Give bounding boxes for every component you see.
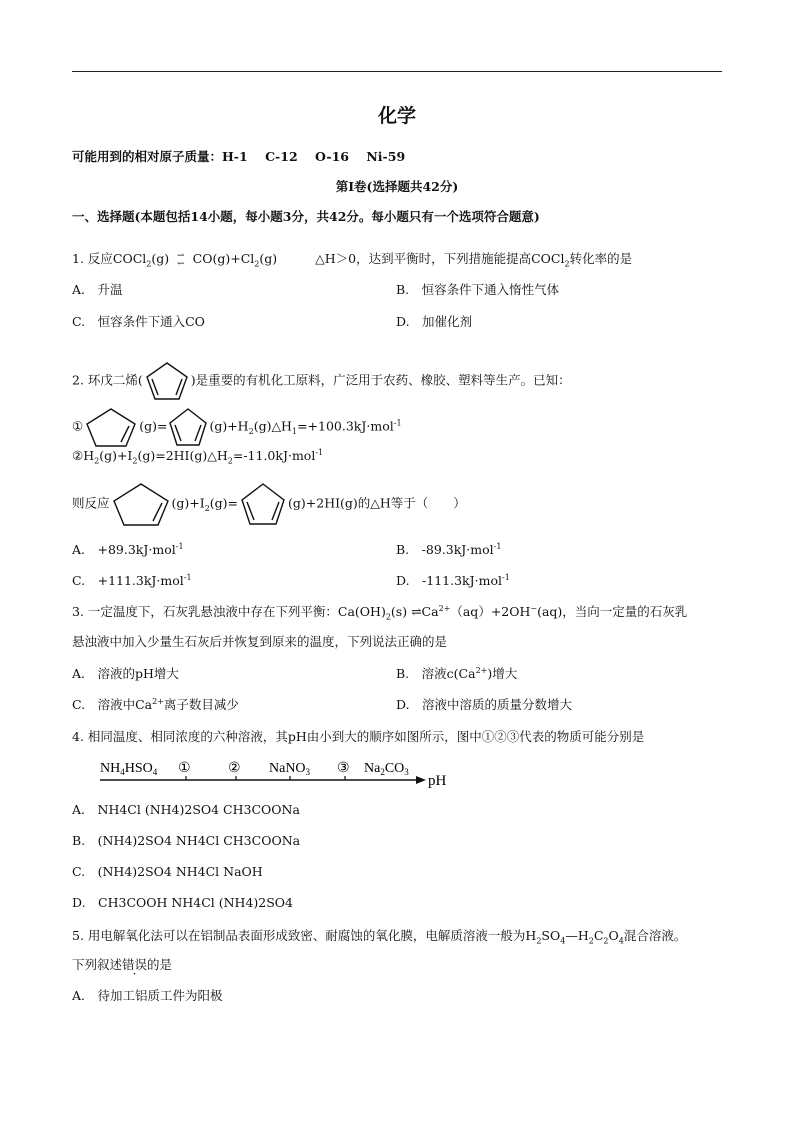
q1-option-a: A. 升温 <box>72 282 123 297</box>
q3-option-c-a: C. 溶液中Ca <box>72 697 153 712</box>
q3-sup: 2+ <box>152 696 164 706</box>
q3-option-b-b: )增大 <box>487 666 518 681</box>
q2-sub: 1 <box>291 427 298 436</box>
q5-a: 5. 用电解氧化法可以在铝制品表面形成致密、耐腐蚀的氧化膜，电解质溶液一般为H <box>72 928 537 943</box>
q2-eq2-d: =-11.0kJ·mol <box>232 448 316 463</box>
question-5-line-1 <box>72 928 687 946</box>
q1-sub: 2 <box>254 259 260 269</box>
q2-q-a: 则反应 <box>72 495 110 511</box>
atomic-masses: 可能用到的相对原子质量：H-1 C-12 O-16 Ni-59 <box>72 149 406 164</box>
q1-option-c: C. 恒容条件下通入CO <box>72 314 205 329</box>
label-3: ③ <box>337 760 350 776</box>
q2-sub: 2 <box>94 456 100 466</box>
q1-text-c: CO(g)+Cl <box>192 251 255 266</box>
q2-eq1-e: =+100.3kJ·mol <box>297 418 394 434</box>
q2-sub: 2 <box>132 456 138 466</box>
q2-sup: -1 <box>393 418 402 428</box>
q2-option-d-text: D. -111.3kJ·mol <box>396 573 502 588</box>
question-2-intro <box>72 360 571 402</box>
q5-sub: 2 <box>603 936 609 946</box>
q2-option-d <box>396 573 510 588</box>
q1-option-b: B. 恒容条件下通入惰性气体 <box>396 282 560 297</box>
q5-e: O <box>608 928 619 943</box>
q5-line2-a: 下列叙述 <box>72 957 123 972</box>
q1-text-d: (g) <box>259 251 278 266</box>
ph-order-diagram <box>98 752 458 792</box>
q2-eq2-b: (g)+I <box>99 448 133 463</box>
q3-a: 3. 一定温度下，石灰乳悬浊液中存在下列平衡：Ca(OH) <box>72 604 386 619</box>
q4-option-c: C. (NH4)2SO4 NH4Cl NaOH <box>72 864 263 879</box>
q3-b: (s) ⇌Ca <box>390 604 439 619</box>
q2-sup: -1 <box>183 572 192 582</box>
q2-q-b: (g)+I <box>171 495 205 511</box>
q5-sub: 4 <box>560 936 566 946</box>
q3-option-a: A. 溶液的pH增大 <box>72 666 179 681</box>
q1-option-d: D. 加催化剂 <box>396 314 473 329</box>
q2-sup: -1 <box>175 541 184 551</box>
q2-option-a <box>72 542 184 557</box>
q2-sub: 2 <box>248 427 254 436</box>
cyclopentadiene-structure-icon <box>238 481 288 527</box>
q5-emphasis-word: 错误 <box>122 957 148 972</box>
cyclopentadiene-structure-icon <box>143 360 191 402</box>
label-2: ② <box>228 760 241 776</box>
q5-c: —H <box>565 928 589 943</box>
label-1: ① <box>178 760 191 776</box>
q3-option-b-a: B. 溶液c(Ca <box>396 666 476 681</box>
q2-option-b-text: B. -89.3kJ·mol <box>396 542 494 557</box>
question-3-line-1 <box>72 603 688 622</box>
q3-sup: 2+ <box>438 603 451 613</box>
q3-sup: − <box>530 603 538 613</box>
q1-text-e: △H＞0，达到平衡时，下列措施能提高COCl <box>315 251 565 266</box>
q2-sup: -1 <box>315 447 324 457</box>
q2-equation-2 <box>72 447 324 466</box>
q2-eq1-d: (g)△H <box>253 418 292 434</box>
q2-sub: 2 <box>227 456 233 466</box>
q2-sup: -1 <box>502 572 510 582</box>
q2-eq1-a: ① <box>72 418 84 434</box>
q2-equation-1 <box>72 406 402 448</box>
q2-option-b <box>396 542 501 557</box>
part-title: 第Ⅰ卷(选择题共42分) <box>335 179 459 194</box>
question-3-line-2: 悬浊液中加入少量生石灰后并恢复到原来的温度，下列说法正确的是 <box>72 634 448 649</box>
q3-sub: 2 <box>385 612 391 622</box>
q1-sub: 2 <box>146 259 152 269</box>
q2-option-c-text: C. +111.3kJ·mol <box>72 573 184 588</box>
q5-sub: 4 <box>618 936 624 946</box>
q3-option-b <box>396 666 517 681</box>
q3-sup: 2+ <box>475 665 488 675</box>
q2-intro-b: )是重要的有机化工原料，广泛用于农药、橡胶、塑料等生产。已知： <box>190 372 571 388</box>
q4-option-d: D. CH3COOH NH4Cl (NH4)2SO4 <box>72 895 293 910</box>
q2-option-c <box>72 573 192 588</box>
q3-option-d: D. 溶液中溶质的质量分数增大 <box>396 697 573 712</box>
q3-option-c-b: 离子数目减少 <box>163 697 239 712</box>
q3-option-c <box>72 697 239 712</box>
q2-eq2-a: ②H <box>72 448 95 463</box>
q5-b: SO <box>541 928 561 943</box>
label-na2co3: $Na_2CO_3$ <box>364 761 409 777</box>
q2-q-c: (g)= <box>209 495 239 511</box>
q5-sub: 2 <box>588 936 594 946</box>
q4-option-a: A. NH4Cl (NH4)2SO4 CH3COONa <box>72 802 300 817</box>
cyclopentene-structure-icon <box>83 406 139 448</box>
cyclopentene-structure-icon <box>110 481 172 527</box>
q5-sub: 2 <box>536 936 542 946</box>
q2-eq1-b: (g)= <box>139 418 168 434</box>
page-title: 化学 <box>377 105 416 127</box>
q2-intro-a: 2. 环戊二烯( <box>72 372 143 388</box>
q2-sub: 2 <box>204 504 210 513</box>
q2-eq2-c: (g)=2HI(g)△H <box>137 448 228 463</box>
q3-d: (aq)，当向一定量的石灰乳 <box>537 604 688 619</box>
q1-sub: 2 <box>564 259 570 269</box>
q5-d: C <box>593 928 604 943</box>
q5-f: 混合溶液。 <box>623 928 687 943</box>
question-4-text: 4. 相同温度、相同浓度的六种溶液，其pH由小到大的顺序如图所示，图中①②③代表的物质可能分别是 <box>72 729 645 744</box>
q5-option-a: A. 待加工铝质工件为阳极 <box>72 988 223 1003</box>
q1-text-b: (g) <box>151 251 170 266</box>
cyclopentadiene-structure-icon <box>167 406 209 448</box>
q2-eq1-c: (g)+H <box>209 418 249 434</box>
q1-text-f: 转化率的是 <box>569 251 633 266</box>
q4-option-b: B. (NH4)2SO4 NH4Cl CH3COONa <box>72 833 301 848</box>
q3-c: （aq）+2OH <box>450 604 531 619</box>
q2-option-a-text: A. +89.3kJ·mol <box>72 542 176 557</box>
label-nano3: NaNO$_3$ <box>269 761 311 777</box>
label-ph: pH <box>428 773 447 789</box>
q2-q-d: (g)+2HI(g)的△H等于（ ） <box>288 495 466 511</box>
q2-question <box>72 481 466 527</box>
equilibrium-arrow-icon: ⇀ ↽ <box>177 250 185 269</box>
q5-line2-c: 的是 <box>147 957 173 972</box>
section-title: 一、选择题(本题包括14小题，每小题3分，共42分。每小题只有一个选项符合题意) <box>72 209 540 224</box>
question-1 <box>72 251 632 268</box>
question-5-line-2 <box>72 957 172 972</box>
header-rule <box>72 71 722 72</box>
label-nh4hso4: $NH_4HSO_4$ <box>100 761 158 777</box>
question-1-number: 1. <box>72 251 84 266</box>
q1-text-a: 反应COCl <box>87 251 147 266</box>
ph-arrow-icon <box>416 776 426 784</box>
q2-sup: -1 <box>493 541 502 551</box>
